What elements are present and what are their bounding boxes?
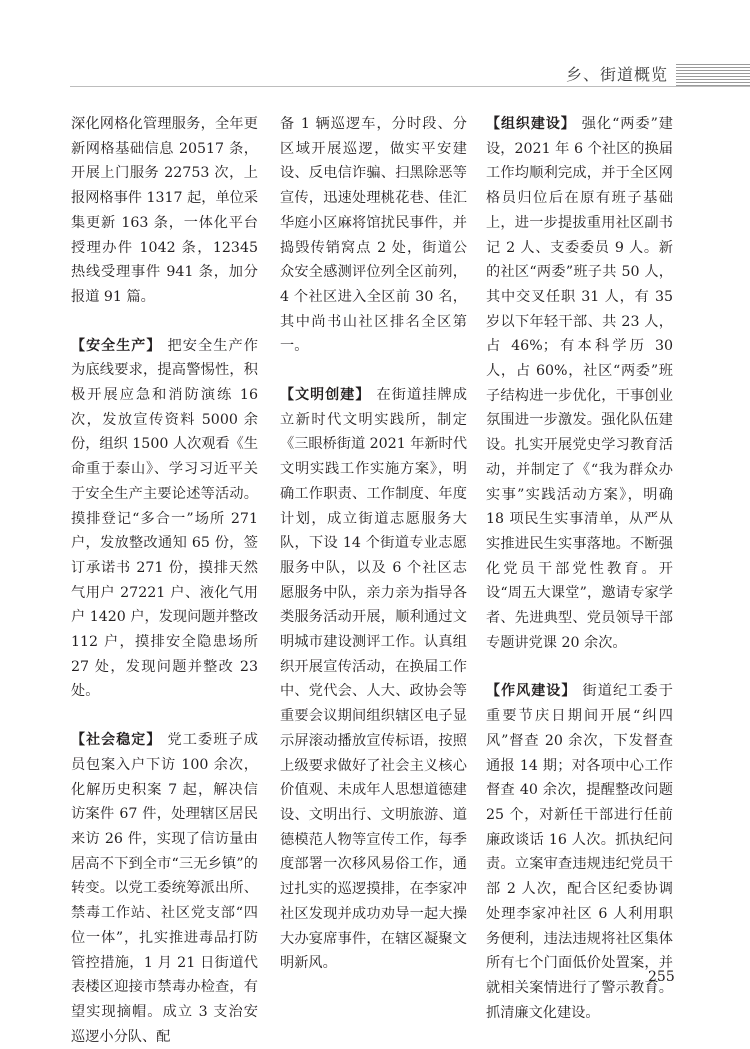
section-label: 【社会稳定】 [71, 732, 162, 749]
paragraph-text: 把安全生产作为底线要求，提高警惕性，积极开展应急和消防演练 16 次，发放宣传资料 5000 余份，组织 1500 人次观看《生命重于泰山》、学习习近平关于安全生产主要论述等活动。摸排登记“多合一”场所 271 户，发放整改通知 65 份，签订承诺书 271 份，摸排天然气用户 27221 户、液化气用户 1420 户，发现问题并整改 112 户，摸排安全隐患场所 27 处，发现问题并整改 23 处。 [71, 337, 259, 700]
paragraph [71, 728, 258, 1049]
paragraph-text: 街道纪工委于重要节庆日期间开展“纠四风”督查 20 余次，下发督查通报 14 期；对各项中心工作督查 40 余次，提醒整改问题 25 个，对新任干部进行任前廉政谈话 16 人次。抓执纪问责。立案审查违规违纪党员干部 2 人次，配合区纪委协调处理李家冲社区 6 人利用职务便利，违法违规将社区集体所有七个门面低价处置案，并就相关案情进行了警示教育。抓清廉文化建设。 [486, 683, 673, 1021]
section-label: 【组织建设】 [486, 116, 576, 132]
header-decoration-lines [676, 64, 750, 86]
section-label: 【文明创建】 [280, 387, 371, 404]
page-number: 255 [648, 969, 675, 985]
paragraph [280, 383, 467, 976]
paragraph-text: 在街道挂牌成立新时代文明实践所，制定《三眼桥街道 2021 年新时代文明实践工作实施方案》，明确工作职责、工作制度、年度计划，成立街道志愿服务大队，下设 14 个街道专业志愿服务中队，以及 6 个社区志愿服务中队，亲力亲为指导各类服务活动开展，顺利通过文明城市建设测评工作。认真组织开展宣传活动，在换届工作中、党代会、人大、政协会等重要会议期间组织辖区电子显示屏滚动播放宣传标语，按照上级要求做好了社会主义核心价值观、未成年人思想道德建设、文明出行、文明旅游、道德模范人物等宣传工作，每季度部署一次移风易俗工作，通过扎实的巡逻摸排，在李家冲社区发现并成功劝导一起大操大办宴席事件，在辖区凝聚文明新风。 [280, 387, 468, 972]
running-header-title: 乡、街道概览 [566, 65, 669, 84]
paragraph [486, 679, 673, 1025]
paragraph [280, 112, 467, 359]
paragraph-text: 党工委班子成员包案入户下访 100 余次，化解历史积案 7 起，解决信访案件 67 件，处理辖区居民来访 26 件，实现了信访量由居高不下到全市“三无乡镇”的转变。以党工委统筹派出所、禁毒工作站、社区党支部“四位一体”，扎实推进毒品打防管控措施，1 月 21 日街道代表楼区迎接市禁毒办检查，有望实现摘帽。成立 3 支治安巡逻小分队、配 [71, 732, 258, 1045]
header-rule [70, 86, 750, 87]
section-label: 【作风建设】 [486, 683, 577, 700]
paragraph [486, 112, 673, 655]
paragraph-text: 深化网格化管理服务，全年更新网格基础信息 20517 条，开展上门服务 22753 次，上报网格事件 1317 起，单位采集更新 163 条，一体化平台授理办件 1042 条，12345 热线受理事件 941 条，加分报道 91 篇。 [71, 116, 259, 305]
paragraph-text: 强化“两委”建设，2021 年 6 个社区的换届工作均顺利完成，并于全区网格员归位后在原有班子基础上，进一步提拔重用社区副书记 2 人、支委委员 9 人。新的社区“两委”班子共 50 人，其中交叉任职 31 人，有 35 岁以下年轻干部、共 23 人，占 46%；有本科学历 30 人，占 60%，社区“两委”班子结构进一步优化，干事创业氛围进一步激发。强化队伍建设。扎实开展党史学习教育活动，并制定了《“我为群众办实事”实践活动方案》，明确 18 项民生实事清单，从严从实推进民生实事落地。不断强化党员干部党性教育。开设“周五大课堂”，邀请专家学者、先进典型、党员领导干部专题讲党课 20 余次。 [486, 116, 673, 651]
column-2 [280, 112, 467, 976]
paragraph [71, 334, 258, 705]
section-label: 【安全生产】 [71, 337, 162, 354]
column-1 [71, 112, 258, 1049]
column-3 [486, 112, 673, 1025]
paragraph [71, 112, 258, 310]
paragraph-text: 备 1 辆巡逻车，分时段、分区域开展巡逻，做实平安建设、反电信诈骗、扫黑除恶等宣传，迅速处理桃花巷、佳汇华庭小区麻将馆扰民事件，并捣毁传销窝点 2 处，街道公众安全感测评位列全区前列，4 个社区进入全区前 30 名，其中尚书山社区排名全区第一。 [280, 116, 467, 355]
